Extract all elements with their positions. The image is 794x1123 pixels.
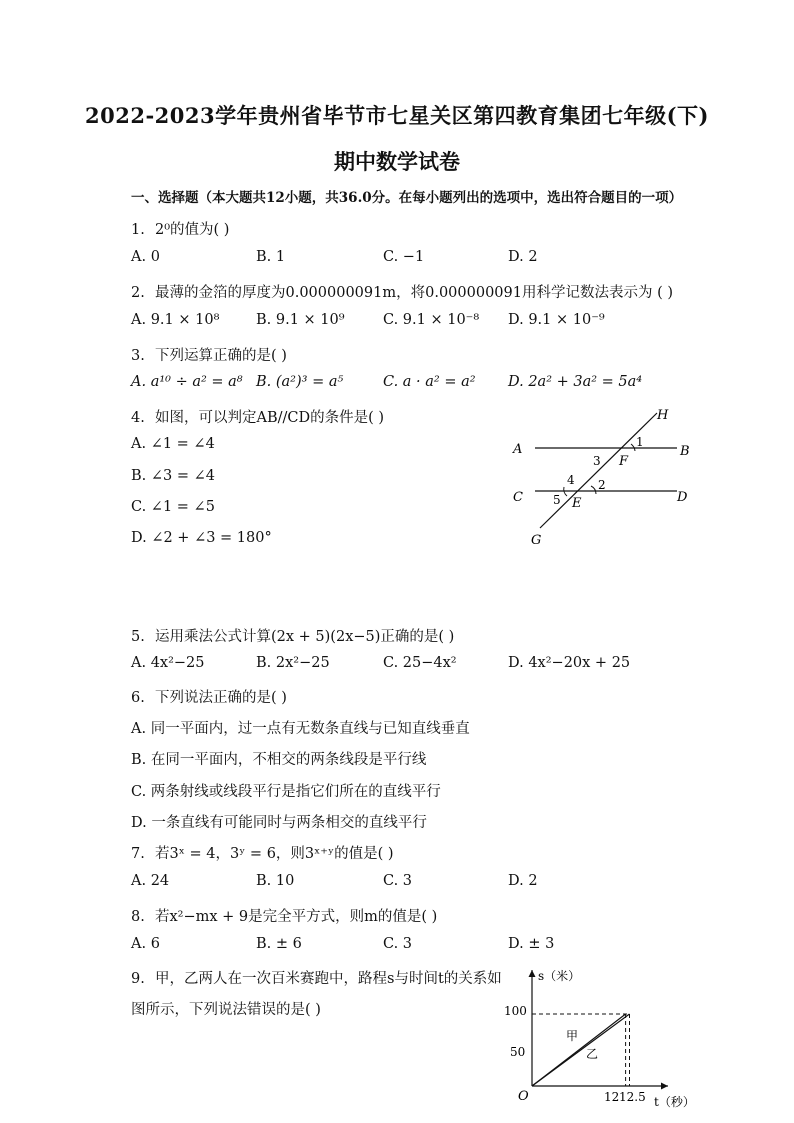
question-5 [131,625,454,646]
question-stem: 下列说法正确的是( ) [155,690,287,706]
question-stem: 如图，可以判定AB//CD的条件是( ) [155,410,385,426]
question-stem: 下列运算正确的是( ) [155,348,287,364]
series-line-yi [532,1014,630,1086]
option-a[interactable]: A. a¹⁰ ÷ a² = a⁸ [131,374,243,390]
option-b[interactable]: B. 10 [256,873,295,889]
question-stem: 若3ˣ = 4，3ʸ = 6，则3ˣ⁺ʸ的值是( ) [155,846,394,862]
series-yi-label: 乙 [586,1047,599,1061]
question-stem: 最薄的金箔的厚度为0.000000091m，将0.000000091用科学记数法表示为 ( ) [155,285,674,301]
label-c: C [513,490,523,505]
option-c[interactable]: C. 两条射线或线段平行是指它们所在的直线平行 [131,784,441,800]
question-number: 1. [131,222,145,238]
question-stem: 2⁰的值为( ) [155,222,230,238]
option-d[interactable]: D. 一条直线有可能同时与两条相交的直线平行 [131,815,427,831]
question-8 [131,905,437,926]
option-c[interactable]: C. ∠1 = ∠5 [131,499,215,515]
label-e: E [572,496,582,511]
parallel-lines-figure [505,403,705,548]
question-stem: 运用乘法公式计算(2x + 5)(2x−5)正确的是( ) [155,629,455,645]
option-b[interactable]: B. (a²)³ = a⁵ [256,374,344,390]
question-number: 4. [131,410,145,426]
x-tick-12: 12 [604,1090,620,1104]
transversal-gh [540,413,657,528]
y-tick-50: 50 [510,1045,526,1059]
question-number: 2. [131,285,145,301]
option-b[interactable]: B. 9.1 × 10⁹ [256,312,345,328]
option-a[interactable]: A. 4x²−25 [131,655,205,671]
option-b[interactable]: B. ± 6 [256,936,302,952]
question-number: 7. [131,846,145,862]
question-number: 6. [131,690,145,706]
section-heading: 一、选择题（本大题共12小题，共36.0分。在每小题列出的选项中，选出符合题目的一项） [131,190,683,206]
question-9-continued: 图所示，下列说法错误的是( ) [131,1002,321,1018]
option-d[interactable]: D. 2 [508,873,538,889]
option-a[interactable]: A. 0 [131,249,160,265]
option-d[interactable]: D. ∠2 + ∠3 = 180° [131,530,272,546]
exam-title-line2: 期中数学试卷 [334,149,460,174]
option-d[interactable]: D. 9.1 × 10⁻⁹ [508,312,605,328]
option-c[interactable]: C. a · a² = a² [383,374,476,390]
label-f: F [619,454,629,469]
question-7 [131,842,394,863]
option-a[interactable]: A. 同一平面内，过一点有无数条直线与已知直线垂直 [131,721,470,737]
option-c[interactable]: C. 9.1 × 10⁻⁸ [383,312,480,328]
option-a[interactable]: A. 6 [131,936,160,952]
y-axis-label: s（米） [538,969,581,983]
option-d[interactable]: D. 2a² + 3a² = 5a⁴ [508,374,643,390]
angle-2-arc [591,486,596,494]
y-tick-100: 100 [504,1004,527,1018]
question-number: 3. [131,348,145,364]
question-stem: 甲，乙两人在一次百米赛跑中，路程s与时间t的关系如 [155,971,502,987]
angle-2-label: 2 [598,478,606,492]
question-3 [131,344,287,365]
label-g: G [531,533,542,548]
question-number: 5. [131,629,145,645]
series-jia-label: 甲 [566,1029,579,1043]
angle-4-label: 4 [567,473,575,487]
question-1 [131,218,229,239]
exam-title-line1: 2022-2023学年贵州省毕节市七星关区第四教育集团七年级(下) [85,103,709,128]
option-a[interactable]: A. 9.1 × 10⁸ [131,312,220,328]
angle-3-label: 3 [593,454,601,468]
option-b[interactable]: B. 2x²−25 [256,655,330,671]
x-axis-label: t（秒） [654,1095,695,1109]
option-c[interactable]: C. −1 [383,249,425,265]
option-c[interactable]: C. 3 [383,936,413,952]
question-6 [131,686,287,707]
question-9 [131,967,502,988]
option-d[interactable]: D. 2 [508,249,538,265]
label-b: B [680,444,690,459]
option-a[interactable]: A. 24 [131,873,170,889]
question-number: 9. [131,971,145,987]
angle-5-label: 5 [553,493,561,507]
question-number: 8. [131,909,145,925]
label-a: A [513,442,523,457]
x-tick-12-5: 12.5 [619,1090,646,1104]
question-4 [131,406,384,427]
option-d[interactable]: D. ± 3 [508,936,555,952]
question-stem: 若x²−mx + 9是完全平方式，则m的值是( ) [155,909,438,925]
origin-label: O [518,1089,529,1104]
option-c[interactable]: C. 3 [383,873,413,889]
option-d[interactable]: D. 4x²−20x + 25 [508,655,631,671]
angle-1-label: 1 [636,435,644,449]
label-h: H [657,408,669,423]
option-b[interactable]: B. 在同一平面内，不相交的两条线段是平行线 [131,752,427,768]
question-2 [131,281,673,302]
label-d: D [677,490,688,505]
option-c[interactable]: C. 25−4x² [383,655,457,671]
option-b[interactable]: B. ∠3 = ∠4 [131,468,215,484]
option-a[interactable]: A. ∠1 = ∠4 [131,436,215,452]
distance-time-chart [500,962,700,1112]
option-b[interactable]: B. 1 [256,249,286,265]
